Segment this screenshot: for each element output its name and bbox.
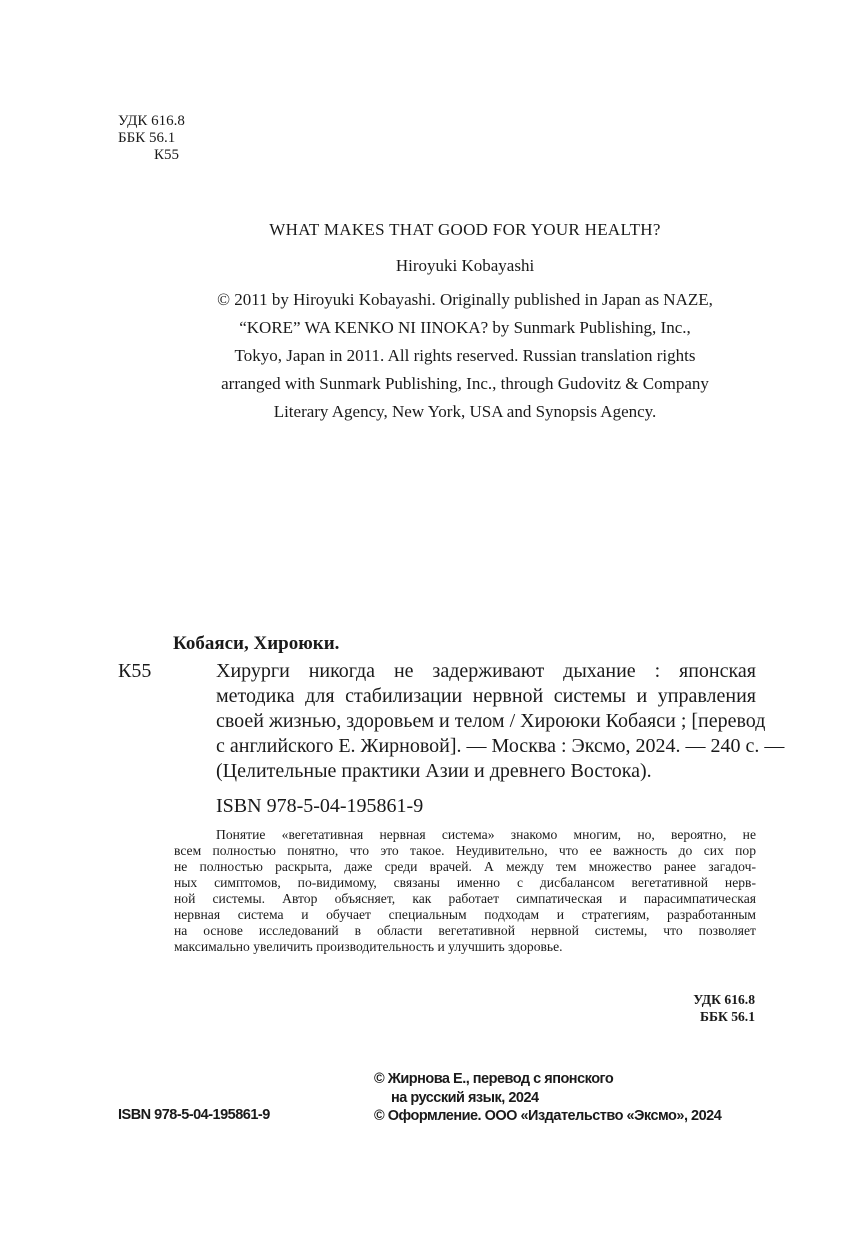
annotation-line: на основе исследований в области вегетативной нервной системы, что позволяет [174,923,756,938]
copyright-line: “KORE” WA KENKO NI IINOKA? by Sunmark Publishing, Inc., [239,318,691,337]
description-line: с английского Е. Жирновой]. — Москва : Эксмо, 2024. — 240 с. — [216,735,785,757]
description-line: методика для стабилизации нервной системы и управления [216,685,756,707]
annotation-line: ной системы. Автор объясняет, как работает симпатическая и парасимпатическая [174,891,756,906]
copyright-line: Literary Agency, New York, USA and Synopsis Agency. [273,402,657,421]
bib-description [216,659,785,784]
bbk-code: ББК 56.1 [118,130,176,146]
bib-author-heading: Кобаяси, Хироюки. [173,633,340,654]
copyright-line: Tokyo, Japan in 2011. All rights reserved. Russian translation rights [234,346,696,365]
udk-code: УДК 616.8 [693,992,755,1007]
annotation-line: ных симптомов, по-видимому, связаны именно с дисбалансом вегетативной нерв- [174,875,756,890]
annotation-line: всем полностью понятно, что это такое. Неудивительно, что ее важность до сих пор [174,843,756,858]
translation-copyright: © Жирнова Е., перевод с японского [374,1071,614,1087]
udk-code: УДК 616.8 [118,113,185,129]
annotation [174,827,756,955]
description-line: своей жизнью, здоровьем и телом / Хироюки Кобаяси ; [перевод [216,710,766,732]
author-mark: К55 [154,147,180,163]
bbk-code: ББК 56.1 [699,1009,755,1024]
translation-copyright-cont: на русский язык, 2024 [391,1089,539,1106]
bib-author-mark: К55 [118,660,152,682]
original-copyright [150,286,780,426]
original-author: Hiroyuki Kobayashi [395,256,535,275]
design-copyright: © Оформление. ООО «Издательство «Эксмо», 2024 [374,1108,722,1124]
footer-copyright [374,1070,721,1126]
description-line: (Целительные практики Азии и древнего Востока). [216,760,652,782]
copyright-line: © 2011 by Hiroyuki Kobayashi. Originally published in Japan as NAZE, [217,290,713,309]
annotation-line: максимально увеличить производительность и улучшить здоровье. [174,939,563,954]
classification-block [118,113,185,164]
description-line: Хирурги никогда не задерживают дыхание : японская [216,660,756,682]
bib-isbn: ISBN 978-5-04-195861-9 [216,795,424,817]
original-title: WHAT MAKES THAT GOOD FOR YOUR HEALTH? [269,220,661,239]
bib-classification [600,991,755,1025]
annotation-line: Понятие «вегетативная нервная система» знакомо многим, но, вероятно, не [216,827,756,842]
copyright-line: arranged with Sunmark Publishing, Inc., through Gudovitz & Company [221,374,709,393]
annotation-line: не полностью раскрыта, даже среди врачей. А между тем множество ранее загадоч- [174,859,756,874]
annotation-line: нервная система и обучает специальным подходам и стратегиям, разработанным [174,907,756,922]
footer-isbn: ISBN 978-5-04-195861-9 [118,1107,270,1123]
